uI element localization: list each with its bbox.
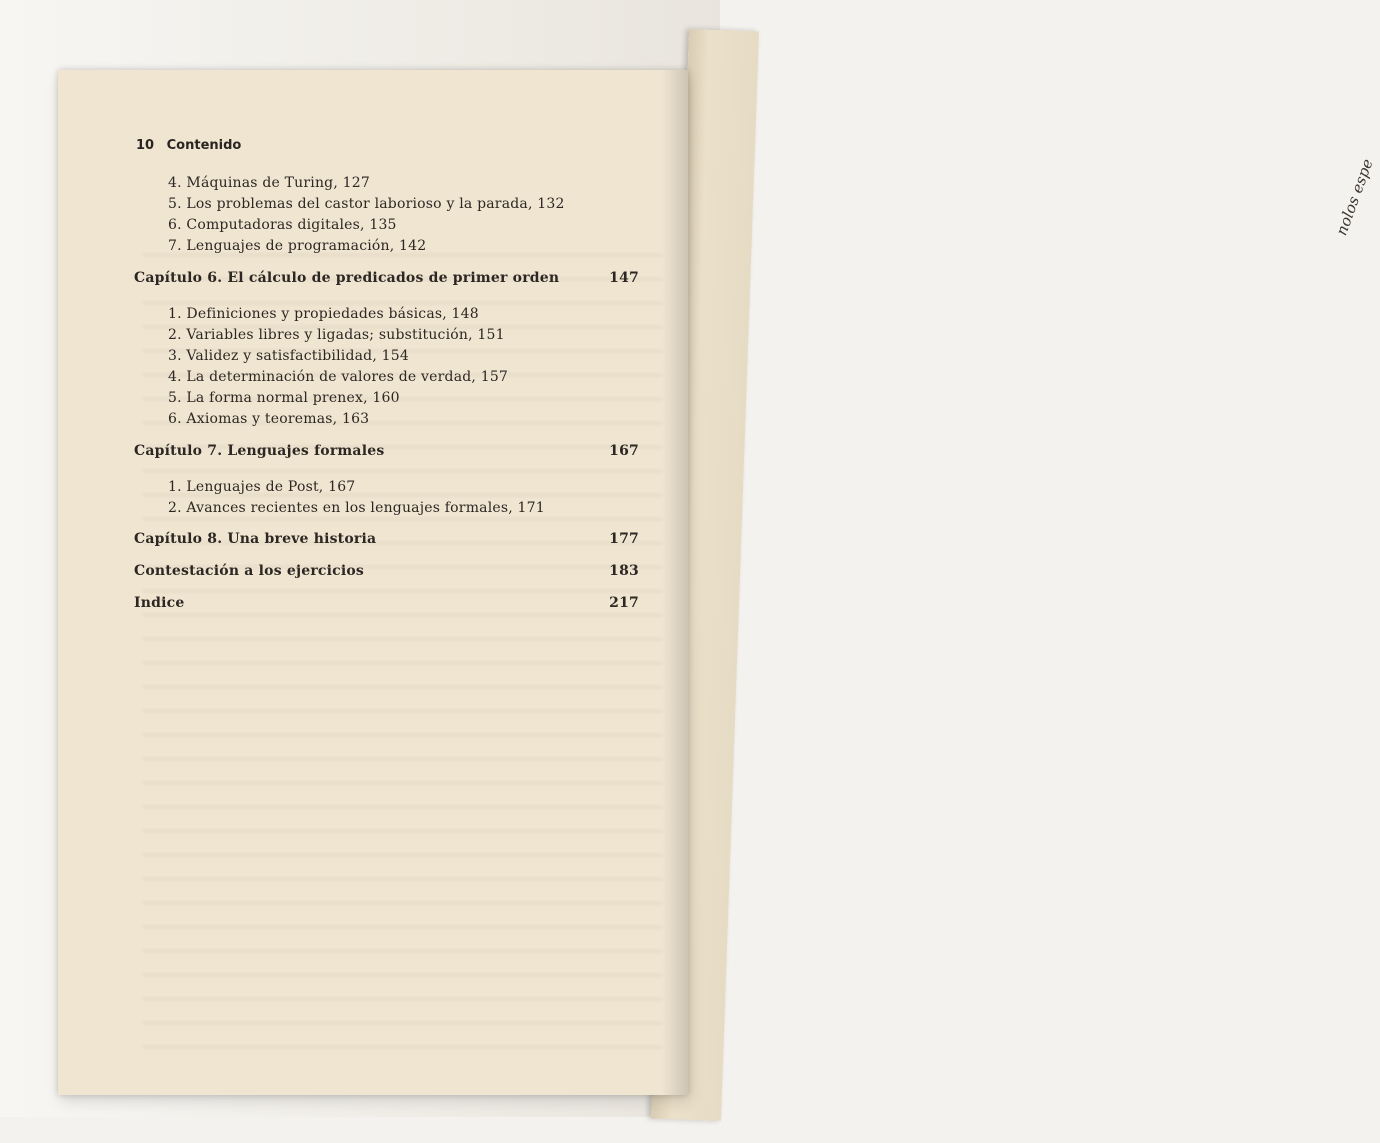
chapter-title: Indice [134, 595, 185, 611]
toc-entry: 4. La determinación de valores de verdad, 157 [168, 369, 509, 385]
chapter-page: 217 [609, 595, 639, 611]
page-header [136, 138, 241, 153]
spine-shadow [662, 70, 688, 1095]
chapter-page: 147 [609, 270, 639, 286]
chapter-title: Capítulo 6. El cálculo de predicados de primer orden [134, 270, 560, 286]
chapter-7-heading [134, 443, 639, 459]
toc-entry: 7. Lenguajes de programación, 142 [168, 238, 427, 254]
chapter-title: Capítulo 8. Una breve historia [134, 531, 377, 547]
book-page [58, 70, 688, 1095]
toc-entry: 1. Definiciones y propiedades básicas, 148 [168, 306, 479, 322]
toc-entry: 5. La forma normal prenex, 160 [168, 390, 400, 406]
index-heading [134, 595, 639, 611]
page-number: 10 [136, 138, 155, 153]
chapter-page: 177 [609, 531, 639, 547]
toc-entry: 5. Los problemas del castor laborioso y la parada, 132 [168, 196, 565, 212]
chapter-page: 183 [609, 563, 639, 579]
chapter-title: Contestación a los ejercicios [134, 563, 365, 579]
chapter-page: 167 [609, 443, 639, 459]
chapter-8-heading [134, 531, 639, 547]
toc-entry: 6. Computadoras digitales, 135 [168, 217, 397, 233]
toc-entry: 1. Lenguajes de Post, 167 [168, 479, 356, 495]
chapter-6-heading [134, 270, 639, 286]
toc-entry: 2. Variables libres y ligadas; substitución, 151 [168, 327, 505, 343]
toc-entry: 2. Avances recientes en los lenguajes formales, 171 [168, 500, 545, 516]
section-title: Contenido [166, 138, 242, 153]
toc-entry: 6. Axiomas y teoremas, 163 [168, 411, 370, 427]
toc-entry: 4. Máquinas de Turing, 127 [168, 175, 370, 191]
chapter-title: Capítulo 7. Lenguajes formales [134, 443, 385, 459]
answers-heading [134, 563, 639, 579]
facing-page-text: nolos espe [1332, 156, 1377, 238]
toc-entry: 3. Validez y satisfactibilidad, 154 [168, 348, 409, 364]
